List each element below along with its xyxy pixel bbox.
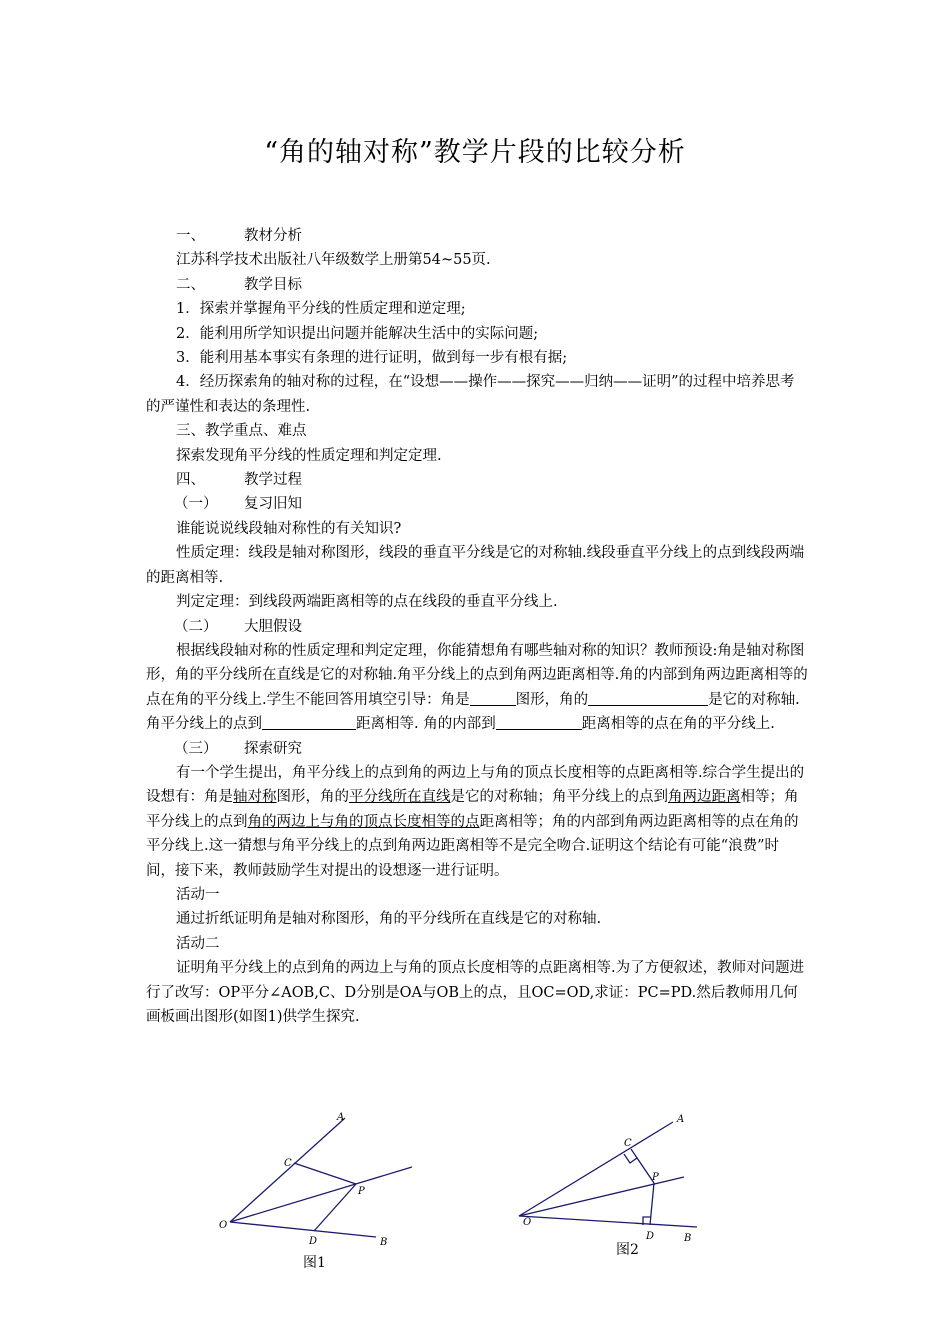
part-3-text: 有一个学生提出，角平分线上的点到角的两边上与角的顶点长度相等的点距离相等.综合学生提出的设想有：角是轴对称图形，角的平分线所在直线是它的对称轴；角平分线上的点到角两边距离相等；角平分线上的点到角的两边上与角的顶点长度相等的点距离相等；角的内部到角两边距离相等的点在角的平分线上.这一猜想与角平分线上的点到角两边距离相等不是完全吻合.证明这个结论有可能“浪费”时间，接下来，教师鼓励学生对提出的设想逐一进行证明。 bbox=[146, 764, 805, 879]
ray-op bbox=[230, 1167, 412, 1222]
label-p: P bbox=[652, 1172, 659, 1183]
label-a: A bbox=[677, 1114, 685, 1125]
figure-1-caption: 图1 bbox=[303, 1255, 326, 1271]
segment-cp bbox=[631, 1149, 654, 1183]
part-1-property: 性质定理：线段是轴对称图形，线段的垂直平分线是它的对称轴.线段垂直平分线上的点到线段两端的距离相等. bbox=[146, 545, 805, 586]
label-o: O bbox=[523, 1217, 532, 1228]
label-p: P bbox=[358, 1186, 365, 1197]
label-o: O bbox=[219, 1220, 228, 1231]
fill-blank bbox=[470, 689, 516, 706]
part-1-judgement: 判定定理：到线段两端距离相等的点在线段的垂直平分线上. bbox=[176, 594, 558, 611]
section-4-heading: 四、 教学过程 bbox=[176, 472, 302, 489]
fill-blank bbox=[588, 689, 708, 706]
segment-pd bbox=[650, 1183, 654, 1225]
activity-2-title: 活动二 bbox=[176, 935, 220, 952]
goal-item: 4．经历探索角的轴对称的过程，在“设想——操作——探究——归纳——证明”的过程中培养思考的严谨性和表达的条理性. bbox=[146, 374, 795, 415]
ray-oa bbox=[230, 1118, 345, 1222]
ray-op bbox=[519, 1177, 684, 1216]
section-3-heading: 三、教学重点、难点 bbox=[176, 423, 307, 440]
activity-1-title: 活动一 bbox=[176, 886, 220, 903]
fill-blank bbox=[496, 713, 582, 730]
goal-item: 3．能利用基本事实有条理的进行证明，做到每一步有根有据; bbox=[176, 350, 568, 367]
label-c: C bbox=[624, 1138, 632, 1149]
goal-item: 1．探索并掌握角平分线的性质定理和逆定理; bbox=[176, 301, 466, 318]
label-a: A bbox=[337, 1112, 345, 1123]
section-1-heading: 一、 教材分析 bbox=[176, 228, 302, 244]
ray-ob bbox=[519, 1216, 697, 1227]
segment-cp bbox=[294, 1163, 356, 1184]
activity-1-text: 通过折纸证明角是轴对称图形，角的平分线所在直线是它的对称轴. bbox=[176, 911, 602, 928]
figures bbox=[0, 1105, 950, 1285]
figure-1 bbox=[230, 1118, 412, 1237]
page-title: “角的轴对称”教学片段的比较分析 bbox=[264, 137, 686, 168]
geometry-figures bbox=[0, 1105, 950, 1285]
section-1-text: 江苏科学技术出版社八年级数学上册第54~55页. bbox=[176, 252, 491, 269]
part-2-text: 根据线段轴对称的性质定理和判定定理，你能猜想角有哪些轴对称的知识？教师预设:角是轴对称图形，角的平分线所在直线是它的对称轴.角平分线上的点到角两边距离相等.角的内部到角两边距离相等的点在角的平分线上.学生不能回答用填空引导：角是 图形，角的 是它的对称轴.角平分线上的点到 距离相等. 角的内部到 距离相等的点在角的平分线上. bbox=[146, 642, 808, 733]
part-1-question: 谁能说说线段轴对称性的有关知识? bbox=[176, 520, 402, 537]
ray-oa bbox=[519, 1122, 673, 1216]
label-c: C bbox=[284, 1158, 292, 1169]
ray-ob bbox=[230, 1222, 376, 1237]
segment-pd bbox=[314, 1184, 356, 1231]
document-body bbox=[146, 224, 808, 1029]
fill-blank bbox=[262, 713, 356, 730]
label-d: D bbox=[309, 1236, 318, 1247]
section-2-heading: 二、 教学目标 bbox=[176, 276, 302, 293]
figure-2 bbox=[519, 1122, 697, 1227]
part-1-heading: （一） 复习旧知 bbox=[174, 496, 302, 513]
label-d: D bbox=[646, 1231, 655, 1242]
part-3-heading: （三） 探索研究 bbox=[174, 740, 302, 757]
label-b: B bbox=[380, 1237, 388, 1248]
section-3-text: 探索发现角平分线的性质定理和判定定理. bbox=[176, 447, 442, 464]
part-2-heading: （二） 大胆假设 bbox=[174, 618, 302, 635]
activity-2-text: 证明角平分线上的点到角的两边上与角的顶点长度相等的点距离相等.为了方便叙述，教师对问题进行了改写：OP平分∠AOB,C、D分别是OA与OB上的点，且OC=OD,求证：PC=PD.然后教师用几何画板画出图形(如图1)供学生探究. bbox=[146, 960, 805, 1025]
label-b: B bbox=[684, 1233, 692, 1244]
figure-1-labels bbox=[219, 1112, 387, 1248]
goal-item: 2．能利用所学知识提出问题并能解决生活中的实际问题; bbox=[176, 325, 539, 342]
figure-2-caption: 图2 bbox=[616, 1242, 639, 1258]
